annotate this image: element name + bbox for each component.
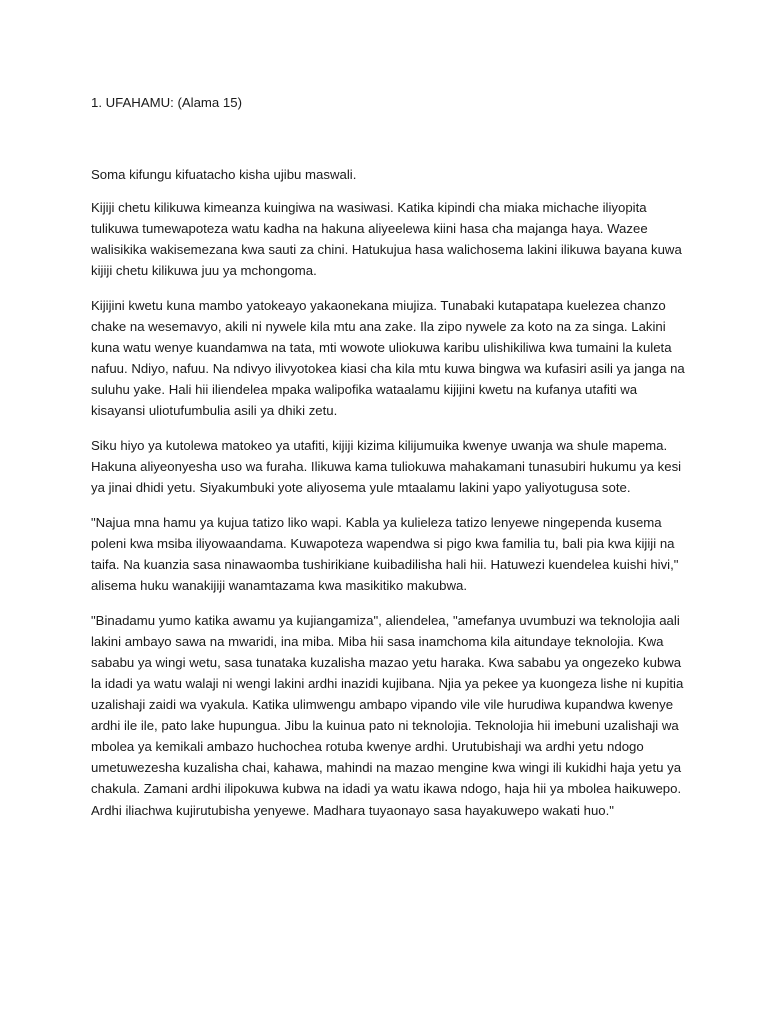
paragraph-3: Siku hiyo ya kutolewa matokeo ya utafiti, kijiji kizima kilijumuika kwenye uwanja wa shule mapema. Hakuna aliyeonyesha uso wa furaha. Ilikuwa kama tuliokuwa mahakamani tunasubiri hukumu ya kesi ya jinai dhidi yetu. Siyakumbuki yote aliyosema yule mtaalamu lakini yapo yaliyotugusa sote.: [91, 438, 682, 496]
paragraph-4: "Najua mna hamu ya kujua tatizo liko wapi. Kabla ya kulieleza tatizo lenyewe ningependa kusema poleni kwa msiba iliyowaandama. Kuwapoteza wapendwa si pigo kwa familia tu, bali pia kwa kijiji na taifa. Na kuanzia sasa ninawaomba tushirikiane kuibadilisha hali hii. Hatuwezi kuendelea kuishi hivi," alisema huku wanakijiji wanamtazama kwa masikitiko makubwa.: [91, 514, 679, 594]
paragraph-5: "Binadamu yumo katika awamu ya kujiangamiza", aliendelea, "amefanya uvumbuzi wa teknolojia aali lakini ambayo sawa na mwaridi, ina miba. Miba hii sasa inamchoma kila aitundaye teknolojia. Kwa sababu ya wingi wetu, sasa tunataka kuzalisha mazao yetu haraka. Kwa sababu ya ongezeko kubwa la idadi ya watu walaji ni wengi lakini ardhi inazidi kujibana. Njia ya pekee ya kuongeza lishe ni kupitia uzalishaji zaidi wa vyakula. Katika ulimwengu ambapo vipando vile vile hurudiwa kupandwa kwenye ardhi ile ile, pato lake hupungua. Jibu la kuinua pato ni teknolojia. Teknolojia hii imebuni uzalishaji wa mbolea ya kemikali ambazo huchochea rotuba kwenye ardhi. Urutubishaji wa ardhi yetu ndogo umetuwezesha kuzalisha chai, kahawa, mahindi na mazao mengine kwa wingi ili kukidhi haja yetu ya chakula. Zamani ardhi ilipokuwa kubwa na idadi ya watu ikawa ndogo, haja hii ya mbolea haikuwepo. Ardhi iliachwa kujirutubisha yenyewe. Madhara tuyaonayo sasa hayakuwepo wakati huo.": [91, 612, 684, 818]
document-page: [91, 94, 691, 834]
section-heading: 1. UFAHAMU: (Alama 15): [91, 95, 242, 110]
paragraph-1: Kijiji chetu kilikuwa kimeanza kuingiwa na wasiwasi. Katika kipindi cha miaka michache iliyopita tulikuwa tumewapoteza watu kadha na hakuna aliyeelewa kiini hasa cha majanga haya. Wazee walisikika wakisemezana kwa sauti za chini. Hatukujua hasa walichosema lakini ilikuwa bayana kuwa kijiji chetu kilikuwa juu ya mchongoma.: [91, 200, 682, 279]
paragraph-2: Kijijini kwetu kuna mambo yatokeayo yakaonekana miujiza. Tunabaki kutapatapa kuelezea chanzo chake na wesemavyo, akili ni nywele kila mtu ana zake. Ila zipo nywele za koto na za singa. Lakini kuna watu wenye kuandamwa na tata, mti wowote uliokuwa karibu ulishikiliwa kwa tumaini la kuleta nafuu. Ndiyo, nafuu. Na ndivyo ilivyotokea kiasi cha kila mtu kuwa bingwa wa kufasiri asili ya janga na suluhu yake. Hali hii iliendelea mpaka walipofika wataalamu kijijini kwetu na kufanya utafiti wa kisayansi uliotufumbulia asili ya dhiki zetu.: [91, 297, 685, 419]
instruction-text: Soma kifungu kifuatacho kisha ujibu maswali.: [91, 167, 357, 182]
